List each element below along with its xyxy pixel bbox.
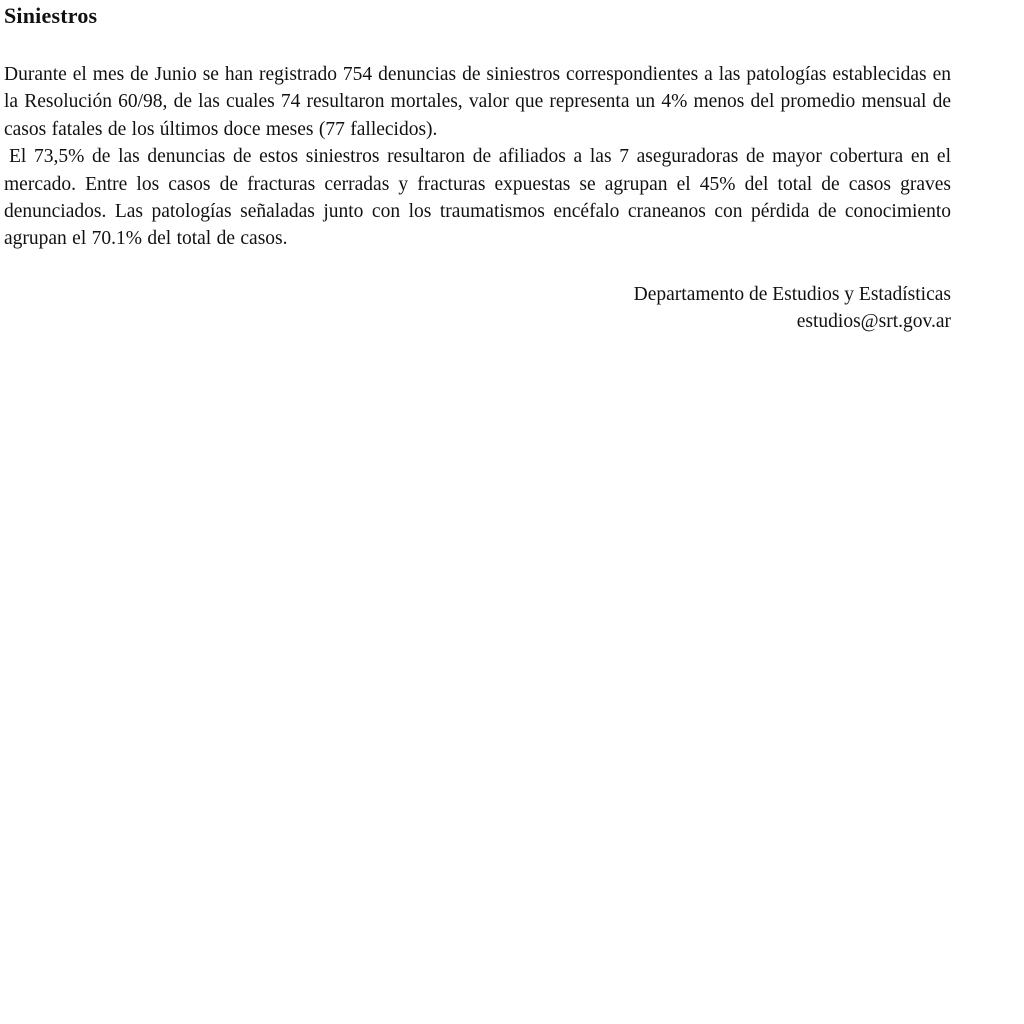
paragraph-monthly-claims: Durante el mes de Junio se han registrado 754 denuncias de siniestros correspondientes a las patologías establecidas en la Resolución 60/98, de las cuales 74 resultaron mortales, valor que representa un 4% menos del promedio mensual de casos fatales de los últimos doce meses (77 fallecidos).: [4, 64, 951, 140]
contact-email: estudios@srt.gov.ar: [796, 311, 951, 333]
paragraph-insurers-share: El 73,5% de las denuncias de estos siniestros resultaron de afiliados a las 7 aseguradoras de mayor cobertura en el mercado. Entre los casos de fracturas cerradas y fracturas expuestas se agrupan el 45% del total de casos graves denunciados. Las patologías señaladas junto con los traumatismos encéfalo craneanos con pérdida de conocimiento agrupan el 70.1% del total de casos.: [4, 146, 951, 250]
signature-block: [4, 281, 951, 336]
department-name: Departamento de Estudios y Estadísticas: [633, 283, 951, 305]
document-page: [4, 0, 951, 336]
page-title: Siniestros: [4, 3, 98, 28]
